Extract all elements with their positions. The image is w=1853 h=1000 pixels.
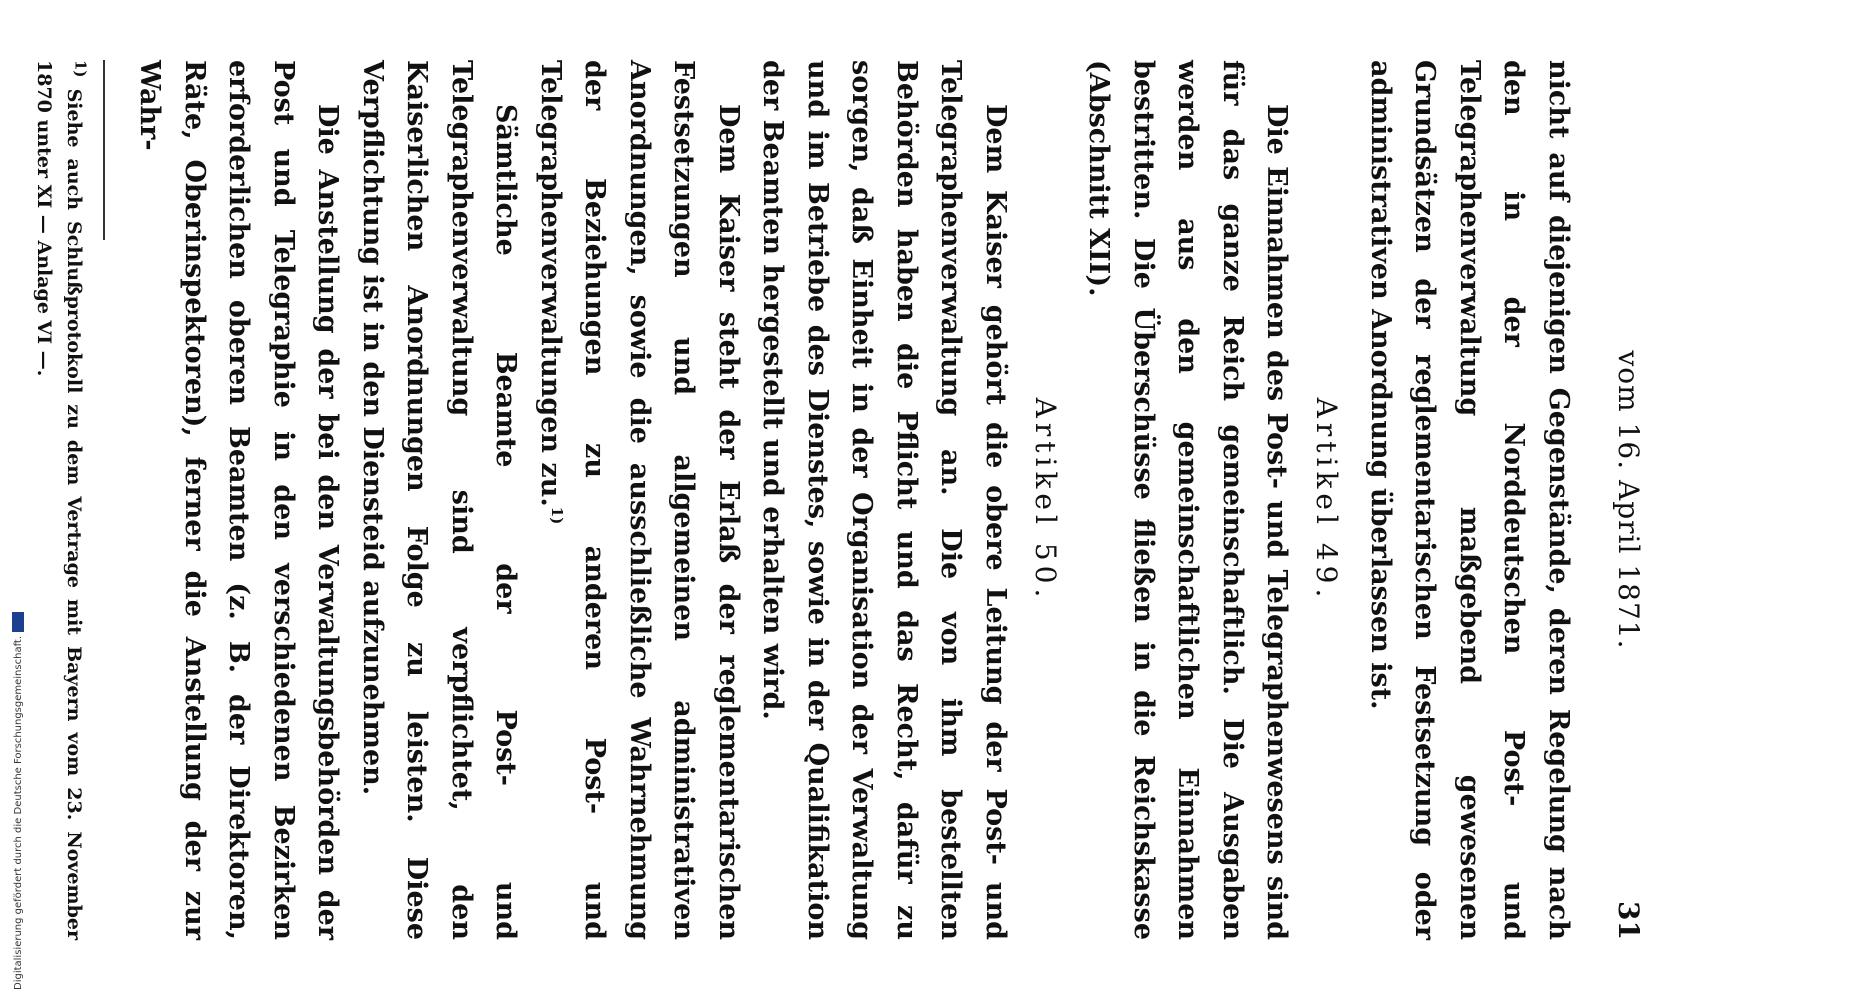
footnote-text: Siehe auch Schlußprotokoll zu dem Vertrage mit Bayern vom 23. November 1870 unter XI — Anlage VI —. xyxy=(33,60,85,940)
page-body xyxy=(29,60,1580,940)
paragraph-article-50-3: Sämtliche Beamte der Post- und Telegraphenverwaltung sind verpflichtet, den Kaiserlichen Anordnungen Folge zu leisten. Diese Verpflichtung ist in den Diensteid aufzunehmen. xyxy=(357,60,522,940)
article-heading-49: Artikel 49. xyxy=(1310,397,1344,603)
paragraph-article-50-2 xyxy=(528,60,751,940)
dfg-logo-icon xyxy=(12,612,24,632)
funding-notice xyxy=(8,600,30,990)
funding-notice-text: Digitalisierung gefördert durch die Deutsche Forschungsgemeinschaft. xyxy=(13,635,24,990)
page-header xyxy=(1605,60,1645,940)
footnote-mark: 1) xyxy=(71,60,90,78)
running-head: vom 16. April 1871. xyxy=(1612,350,1645,650)
article-heading-50: Artikel 50. xyxy=(1029,397,1062,603)
paragraph-article-50-2-text: Dem Kaiser steht der Erlaß der reglementarischen Festsetzungen und allgemeinen administrativen Anordnungen, sowie die ausschließliche Wahrnehmung der Beziehungen zu anderen Post- und Telegraphenverwaltungen zu. xyxy=(535,60,744,940)
footnote xyxy=(29,60,89,940)
footnote-reference: 1) xyxy=(548,506,566,525)
paragraph-continuation: nicht auf diejenigen Gegenstände, deren Regelung nach den in der Norddeutschen Post- und Telegraphenverwaltung maßgebend gewesenen Grundsätzen der reglementarischen Festsetzung oder administrativen Anordnung überlassen ist. xyxy=(1365,60,1574,940)
funding-notice-inner xyxy=(8,600,30,990)
page-number: 31 xyxy=(1612,901,1645,940)
paragraph-article-50-1: Dem Kaiser gehört die obere Leitung der Post- und Telegraphenverwaltung an. Die von ihm bestellten Behörden haben die Pflicht und das Recht, dafür zu sorgen, daß Einheit in der Organisation der Verwaltung und im Betriebe des Dienstes, sowie in der Qualifikation der Beamten hergestellt und erhalten wird. xyxy=(757,60,1011,940)
paragraph-article-49: Die Einnahmen des Post- und Telegraphenwesens sind für das ganze Reich gemeinschaftlich. Die Ausgaben werden aus den gemeinschaftlichen Einnahmen bestritten. Die Überschüsse fließen in die Reichskasse (Abschnitt XII). xyxy=(1083,60,1293,940)
paragraph-article-50-4: Die Anstellung der bei den Verwaltungsbehörden der Post und Telegraphie in den verschiedenen Bezirken erforderlichen oberen Beamten (z. B. der Direktoren, Räte, Oberinspektoren), ferner die Anstellung der zur Wahr- xyxy=(134,60,344,940)
document-page xyxy=(33,0,1685,1000)
footnote-divider xyxy=(103,60,105,240)
